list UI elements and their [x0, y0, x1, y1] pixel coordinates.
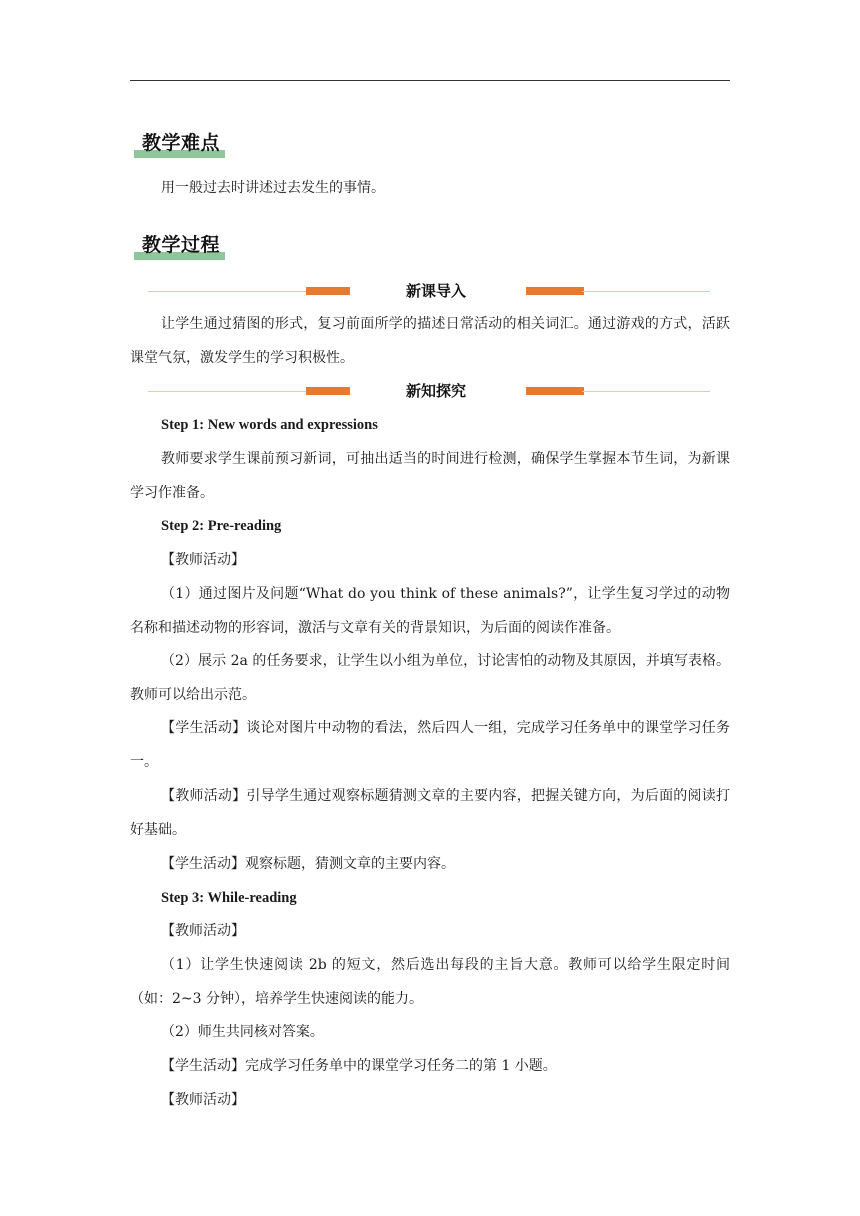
step2-item1: （1）通过图片及问题“What do you think of these animals?”，让学生复习学过的动物名称和描述动物的形容词，激活与文章有关的背景知识，为后面的阅读作准备。 — [130, 586, 730, 636]
divider-line — [148, 391, 306, 392]
divider-bar — [306, 387, 350, 395]
teacher-activity-label: 【教师活动】 — [161, 552, 245, 568]
subheading-new-knowledge — [148, 379, 710, 403]
header-rule — [130, 80, 730, 81]
section-title: 教学难点 — [142, 132, 221, 154]
teacher-activity-label: 【教师活动】 — [161, 1092, 245, 1108]
divider-line — [582, 291, 710, 292]
section-heading-difficulty — [133, 130, 220, 158]
subheading-new-lesson-intro — [148, 279, 710, 303]
difficulty-text: 用一般过去时讲述过去发生的事情。 — [161, 180, 385, 196]
step3-item1: （1）让学生快速阅读 2b 的短文，然后选出每段的主旨大意。教师可以给学生限定时间（如：2~3 分钟），培养学生快速阅读的能力。 — [130, 957, 730, 1007]
subheading-label: 新课导入 — [405, 282, 466, 300]
intro-paragraph: 让学生通过猜图的形式，复习前面所学的描述日常活动的相关词汇。通过游戏的方式，活跃课堂气氛，激发学生的学习积极性。 — [130, 316, 730, 366]
step3-student-activity: 【学生活动】完成学习任务单中的课堂学习任务二的第 1 小题。 — [161, 1058, 557, 1074]
step1-paragraph: 教师要求学生课前预习新词，可抽出适当的时间进行检测，确保学生掌握本节生词，为新课学习作准备。 — [130, 451, 730, 501]
step2-student-activity-2: 【学生活动】观察标题，猜测文章的主要内容。 — [161, 856, 455, 872]
divider-bar — [306, 287, 350, 295]
divider-line — [582, 391, 710, 392]
section-title: 教学过程 — [142, 234, 221, 256]
step3-item2: （2）师生共同核对答案。 — [161, 1024, 324, 1040]
teacher-activity-label: 【教师活动】 — [161, 923, 245, 939]
step1-title: Step 1: New words and expressions — [161, 417, 378, 433]
divider-bar — [526, 387, 584, 395]
divider-bar — [526, 287, 584, 295]
step2-title: Step 2: Pre-reading — [161, 518, 282, 534]
step2-teacher-activity: 【教师活动】引导学生通过观察标题猜测文章的主要内容，把握关键方向，为后面的阅读打好基础。 — [130, 788, 730, 838]
section-heading-process — [133, 232, 220, 260]
step3-title: Step 3: While-reading — [161, 890, 297, 906]
step2-student-activity: 【学生活动】谈论对图片中动物的看法，然后四人一组，完成学习任务单中的课堂学习任务一。 — [130, 720, 730, 770]
step2-item2: （2）展示 2a 的任务要求，让学生以小组为单位，讨论害怕的动物及其原因，并填写表格。教师可以给出示范。 — [130, 653, 730, 703]
divider-line — [148, 291, 306, 292]
subheading-label: 新知探究 — [405, 382, 466, 400]
